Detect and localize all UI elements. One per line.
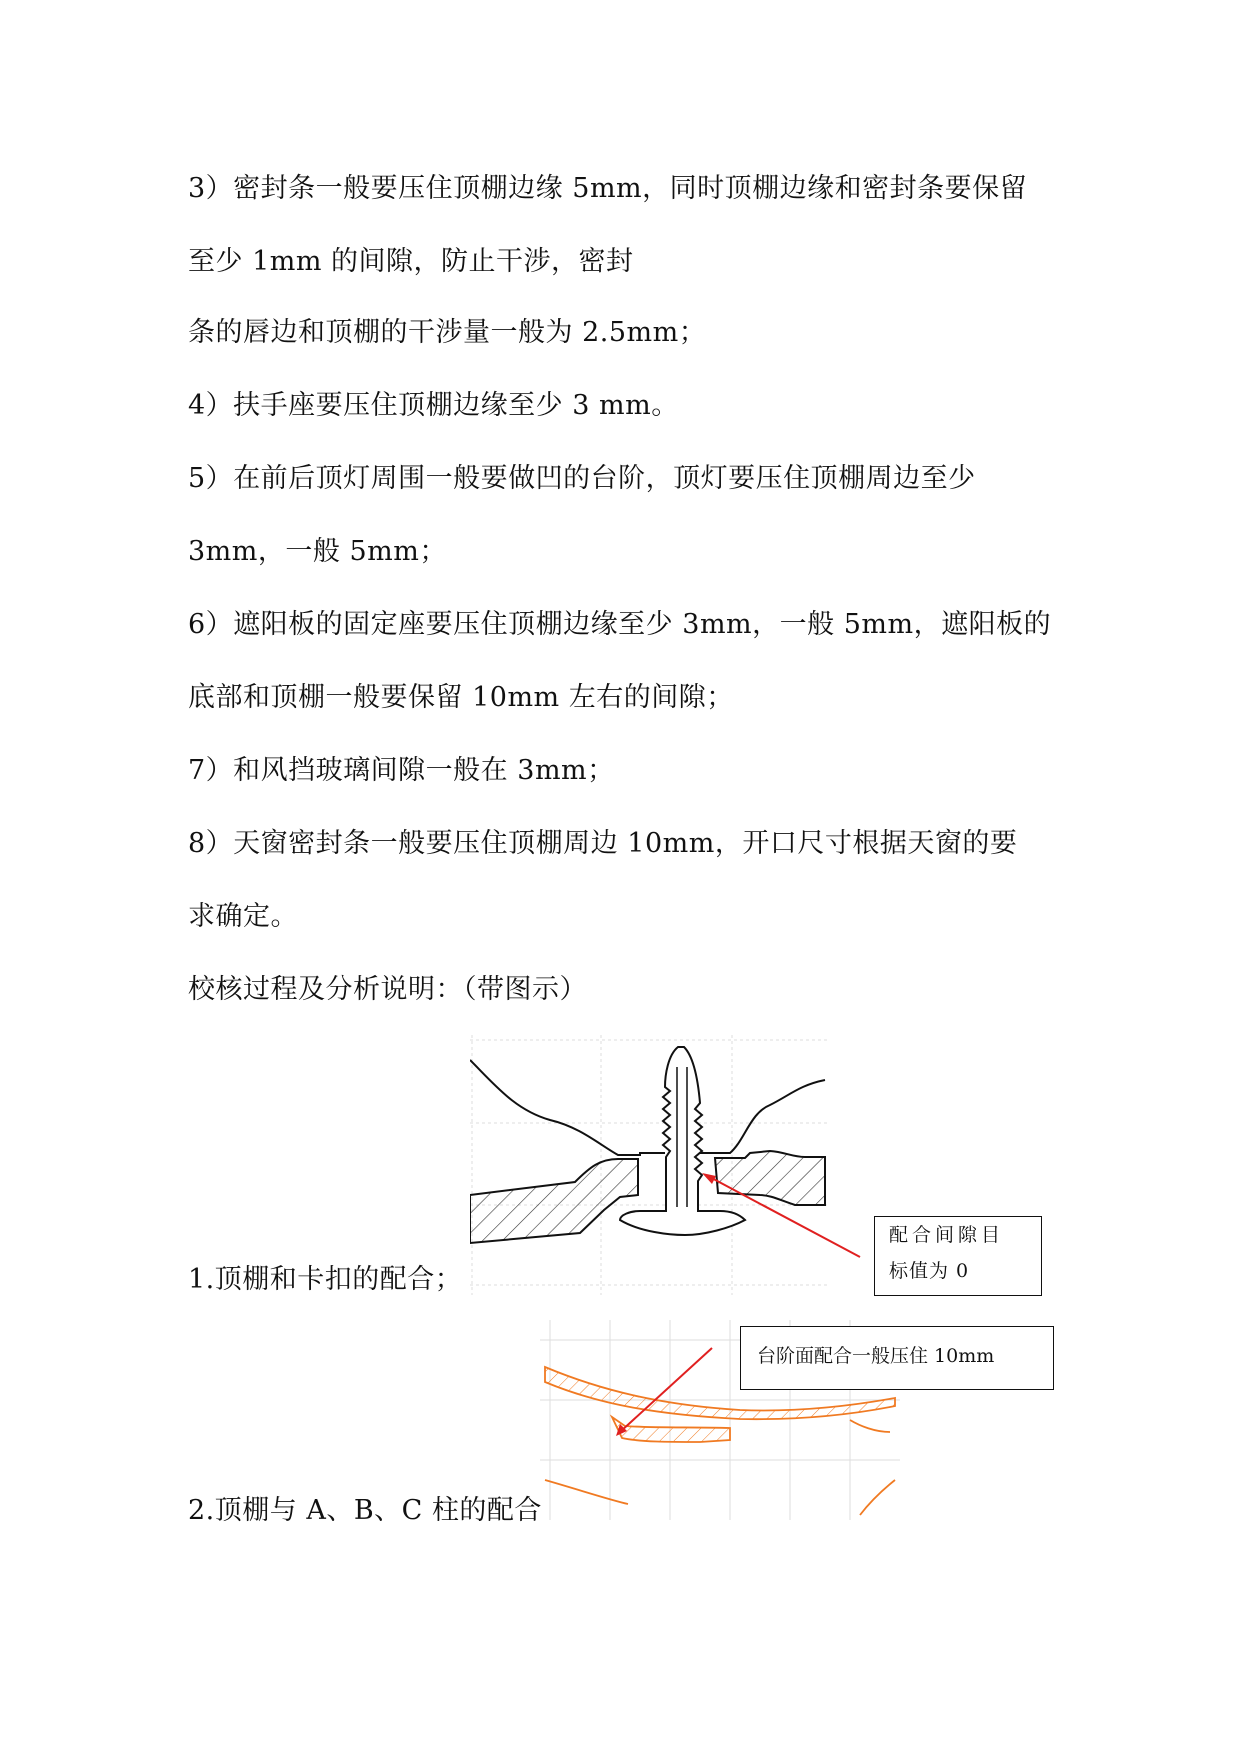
text-line-3: 条的唇边和顶棚的干涉量一般为 2.5mm； [188, 317, 707, 348]
text-line-1: 3）密封条一般要压住顶棚边缘 5mm，同时顶棚边缘和密封条要保留 [188, 173, 1028, 204]
callout-line-2: 标值为 0 [889, 1260, 970, 1282]
step-fit-callout-text: 台阶面配合一般压住 10mm [757, 1345, 995, 1367]
callout-line-1: 配合间隙目 [889, 1224, 1005, 1246]
text-line-12: 校核过程及分析说明：（带图示） [188, 974, 587, 1005]
text-line-4: 4）扶手座要压住顶棚边缘至少 3 mm。 [188, 390, 679, 421]
clip-gap-callout [874, 1216, 1042, 1296]
text-line-5: 5）在前后顶灯周围一般要做凹的台阶，顶灯要压住顶棚周边至少 [188, 463, 976, 494]
step-fit-callout [740, 1326, 1054, 1390]
text-line-7: 6）遮阳板的固定座要压住顶棚边缘至少 3mm，一般 5mm，遮阳板的 [188, 609, 1052, 640]
text-line-11: 求确定。 [188, 901, 298, 932]
text-line-10: 8）天窗密封条一般要压住顶棚周边 10mm，开口尺寸根据天窗的要 [188, 828, 1018, 859]
figure2-caption: 2.顶棚与 A、B、C 柱的配合 [188, 1495, 542, 1526]
text-line-6: 3mm，一般 5mm； [188, 536, 447, 567]
text-line-9: 7）和风挡玻璃间隙一般在 3mm； [188, 755, 615, 786]
figure1-caption: 1.顶棚和卡扣的配合； [188, 1264, 463, 1295]
text-line-8: 底部和顶棚一般要保留 10mm 左右的间隙； [188, 682, 734, 713]
text-line-2: 至少 1mm 的间隙，防止干涉，密封 [188, 246, 634, 277]
